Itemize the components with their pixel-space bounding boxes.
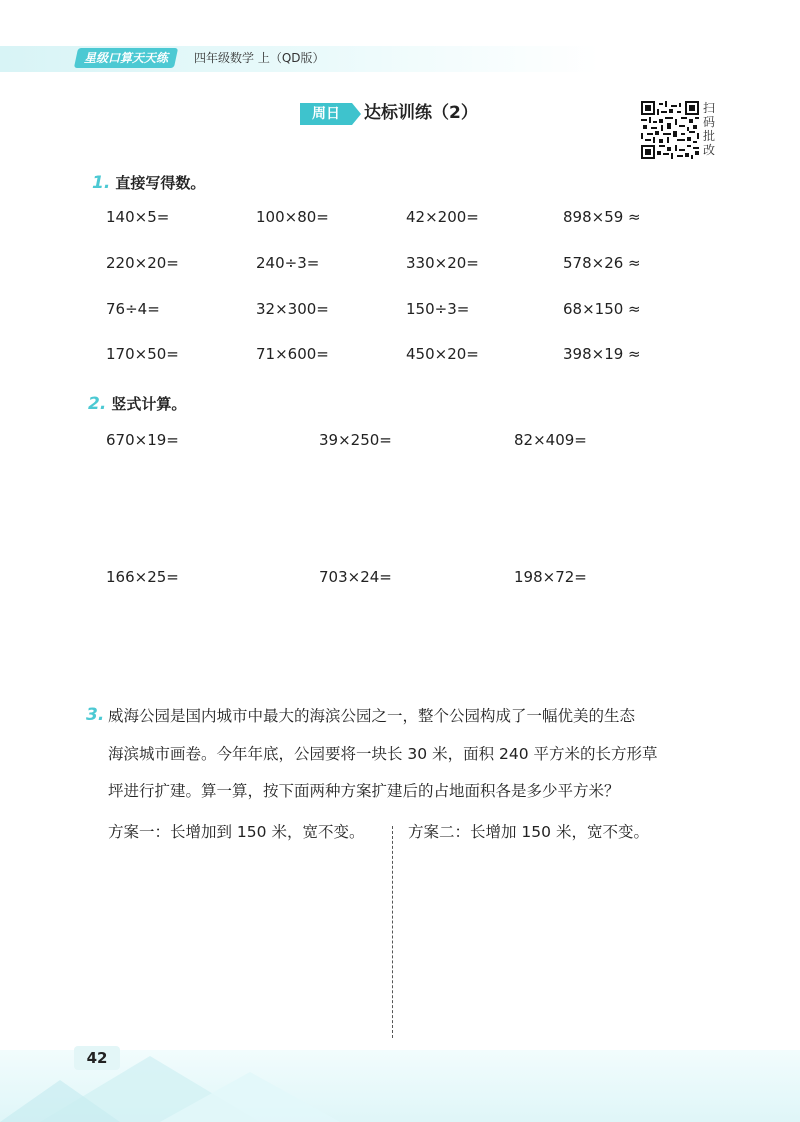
q3-line: 坪进行扩建。算一算，按下面两种方案扩建后的占地面积各是多少平方米？	[108, 782, 620, 800]
series-title: 星级口算天天练	[74, 48, 178, 68]
q1-expr: 170×50=	[106, 345, 179, 363]
q1-title: 直接写得数。	[115, 174, 206, 192]
q1-expr: 140×5=	[106, 208, 170, 226]
q2-number: 2.	[88, 394, 107, 414]
q1-expr: 68×150 ≈	[563, 300, 641, 318]
q1-number: 1.	[92, 173, 111, 193]
q1-expr: 240÷3=	[256, 254, 320, 272]
q3-number: 3.	[86, 705, 105, 725]
q2-expr: 39×250=	[319, 431, 392, 449]
section-title: 达标训练（2）	[364, 103, 478, 123]
q2-expr: 670×19=	[106, 431, 179, 449]
page-number: 42	[74, 1046, 120, 1070]
plan-one: 方案一：长增加到 150 米，宽不变。	[108, 823, 365, 841]
q1-expr: 42×200=	[406, 208, 479, 226]
q2-expr: 82×409=	[514, 431, 587, 449]
q2-expr: 198×72=	[514, 568, 587, 586]
qr-code-icon[interactable]	[641, 101, 699, 159]
q1-expr: 330×20=	[406, 254, 479, 272]
q1-expr: 150÷3=	[406, 300, 470, 318]
q1-header	[92, 172, 205, 193]
qr-label: 扫码批改	[703, 101, 716, 157]
q1-expr: 578×26 ≈	[563, 254, 641, 272]
q1-expr: 76÷4=	[106, 300, 160, 318]
q1-expr: 100×80=	[256, 208, 329, 226]
q1-expr: 398×19 ≈	[563, 345, 641, 363]
q1-expr: 220×20=	[106, 254, 179, 272]
dashed-divider	[392, 826, 393, 1038]
q2-title: 竖式计算。	[111, 395, 187, 413]
q2-header	[88, 393, 186, 414]
q2-expr: 166×25=	[106, 568, 179, 586]
q1-expr: 71×600=	[256, 345, 329, 363]
plan-two: 方案二：长增加 150 米，宽不变。	[408, 823, 649, 841]
q1-expr: 898×59 ≈	[563, 208, 641, 226]
footer-band	[0, 1050, 800, 1122]
q3-line: 威海公园是国内城市中最大的海滨公园之一，整个公园构成了一幅优美的生态	[108, 707, 636, 725]
q3-line: 海滨城市画卷。今年年底，公园要将一块长 30 米，面积 240 平方米的长方形草	[108, 745, 658, 763]
footer-decoration	[0, 1050, 800, 1122]
q1-expr: 450×20=	[406, 345, 479, 363]
q1-expr: 32×300=	[256, 300, 329, 318]
book-title: 四年级数学 上（QD版）	[194, 51, 325, 65]
day-badge: 周日	[300, 103, 352, 125]
q2-expr: 703×24=	[319, 568, 392, 586]
